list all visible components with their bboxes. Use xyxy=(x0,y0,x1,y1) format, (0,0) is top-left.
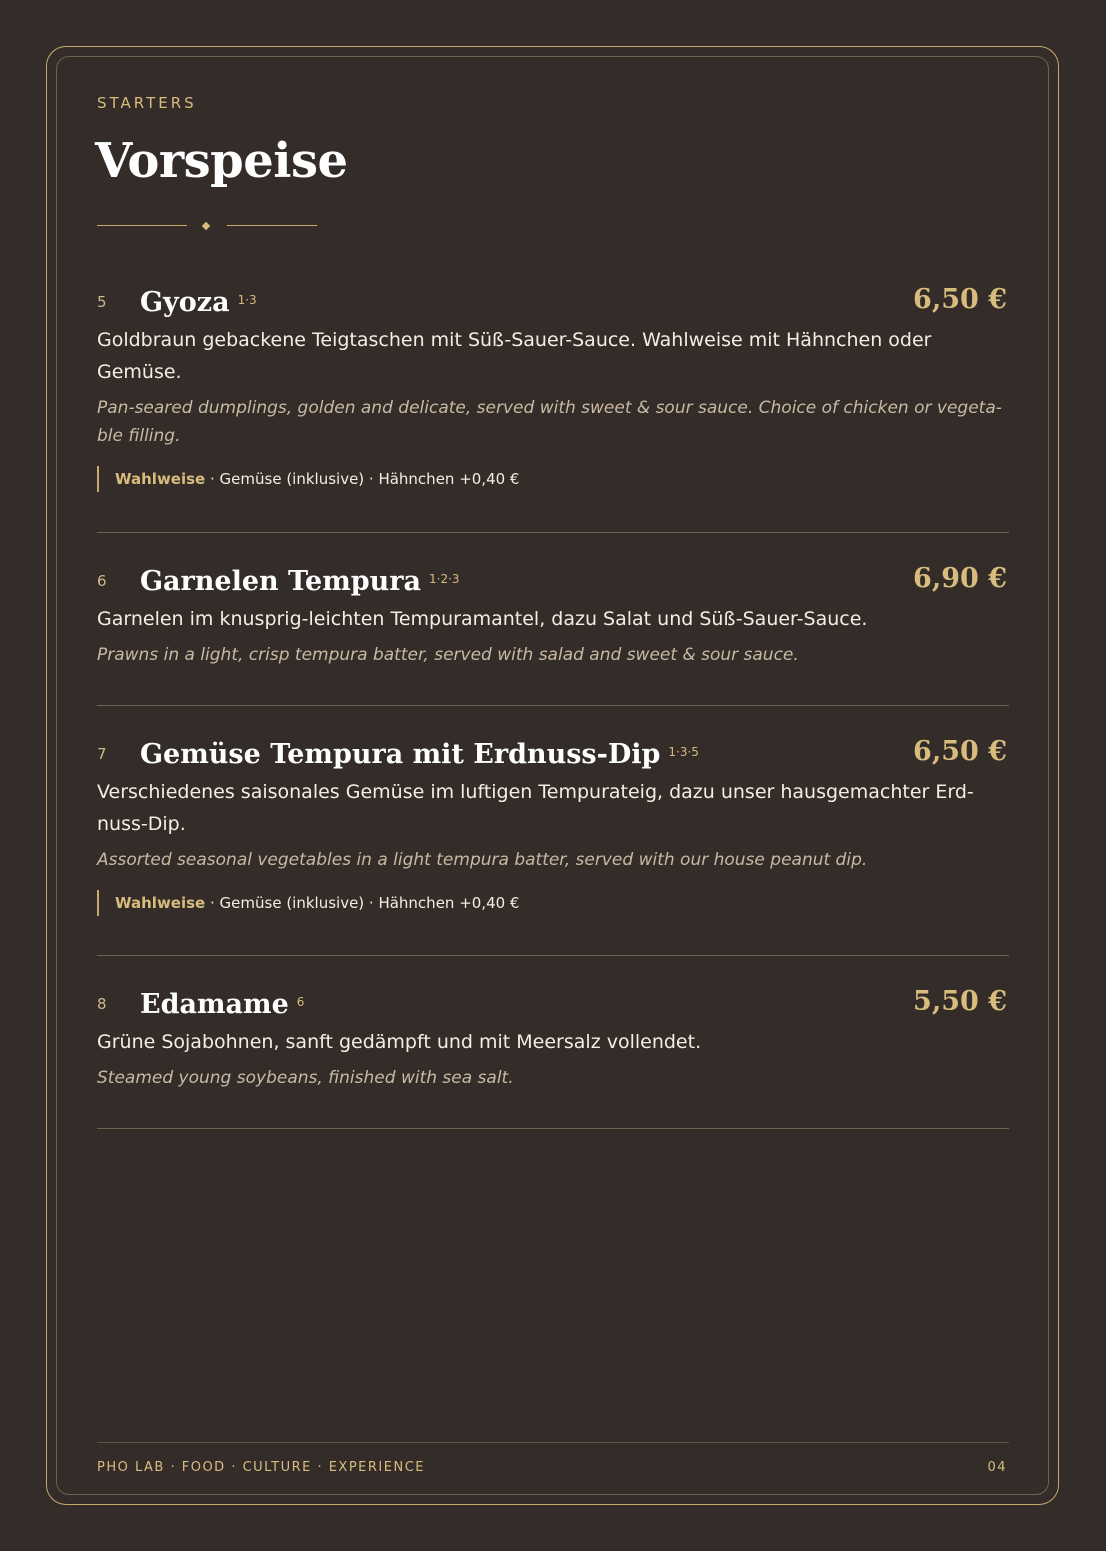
allergen-codes: 1·3 xyxy=(237,293,257,307)
menu-item-gemuese-tempura xyxy=(97,734,1009,916)
footer-brand-line: PHO LAB · FOOD · CULTURE · EXPERIENCE xyxy=(97,1460,425,1475)
item-number: 6 xyxy=(97,572,107,590)
description-german: Garnelen im knusprig-leichten Tempuramantel, dazu Salat und Süß-Sauer-Sauce. xyxy=(97,608,868,630)
menu-item-edamame xyxy=(97,984,1009,1092)
item-separator xyxy=(97,705,1009,706)
description-english: Prawns in a light, crisp tempura batter, served with salad and sweet & sour sauce. xyxy=(97,645,799,665)
title-divider xyxy=(97,218,319,234)
description-english: Pan-seared dumplings, golden and delicate, served with sweet & sour sauce. Choice of chicken or vegeta-ble filling. xyxy=(97,398,1002,446)
page-number: 04 xyxy=(987,1460,1007,1475)
divider-line-left xyxy=(97,225,187,226)
menu-item-header xyxy=(97,282,1009,322)
description-english: Steamed young soybeans, finished with sea salt. xyxy=(97,1068,514,1088)
description-german: Goldbraun gebackene Teigtaschen mit Süß-Sauer-Sauce. Wahlweise mit Hähnchen oder Gemüse. xyxy=(97,329,932,383)
menu-item-gyoza xyxy=(97,282,1009,492)
option-label: Wahlweise xyxy=(115,470,206,488)
item-name-text: Gemüse Tempura mit Erdnuss-Dip xyxy=(140,739,661,770)
item-separator xyxy=(97,955,1009,956)
description-german: Verschiedenes saisonales Gemüse im luftigen Tempurateig, dazu unser hausgemachter Erd-nuss-Dip. xyxy=(97,781,974,835)
item-name xyxy=(140,734,699,773)
menu-item-header xyxy=(97,734,1009,774)
item-name xyxy=(140,984,304,1023)
option-label: Wahlweise xyxy=(115,894,206,912)
item-name xyxy=(140,561,460,600)
item-price: 6,90 € xyxy=(913,563,1007,594)
divider-line-right xyxy=(227,225,317,226)
item-number: 7 xyxy=(97,745,107,763)
allergen-codes: 6 xyxy=(296,995,305,1009)
page-title: Vorspeise xyxy=(95,133,348,189)
section-eyebrow: STARTERS xyxy=(97,94,197,112)
allergen-codes: 1·2·3 xyxy=(429,572,460,586)
item-name-text: Gyoza xyxy=(140,287,230,318)
diamond-ornament-icon xyxy=(202,222,210,230)
item-number: 8 xyxy=(97,995,107,1013)
item-price: 5,50 € xyxy=(913,986,1007,1017)
description-english: Assorted seasonal vegetables in a light tempura batter, served with our house peanut dip. xyxy=(97,850,868,870)
allergen-codes: 1·3·5 xyxy=(668,745,699,759)
item-name xyxy=(140,282,257,321)
item-name-text: Edamame xyxy=(140,989,289,1020)
item-number: 5 xyxy=(97,293,107,311)
option-line xyxy=(97,466,1009,492)
description-german: Grüne Sojabohnen, sanft gedämpft und mit Meersalz vollendet. xyxy=(97,1031,702,1053)
item-separator xyxy=(97,532,1009,533)
option-line xyxy=(97,890,1009,916)
item-price: 6,50 € xyxy=(913,736,1007,767)
menu-item-header xyxy=(97,561,1009,601)
item-price: 6,50 € xyxy=(913,284,1007,315)
menu-item-header xyxy=(97,984,1009,1024)
menu-item-garnelen-tempura xyxy=(97,561,1009,669)
item-separator xyxy=(97,1128,1009,1129)
footer-divider xyxy=(97,1442,1009,1443)
option-text: · Gemüse (inklusive) · Hähnchen +0,40 € xyxy=(205,470,520,488)
option-text: · Gemüse (inklusive) · Hähnchen +0,40 € xyxy=(205,894,520,912)
item-name-text: Garnelen Tempura xyxy=(140,566,422,597)
